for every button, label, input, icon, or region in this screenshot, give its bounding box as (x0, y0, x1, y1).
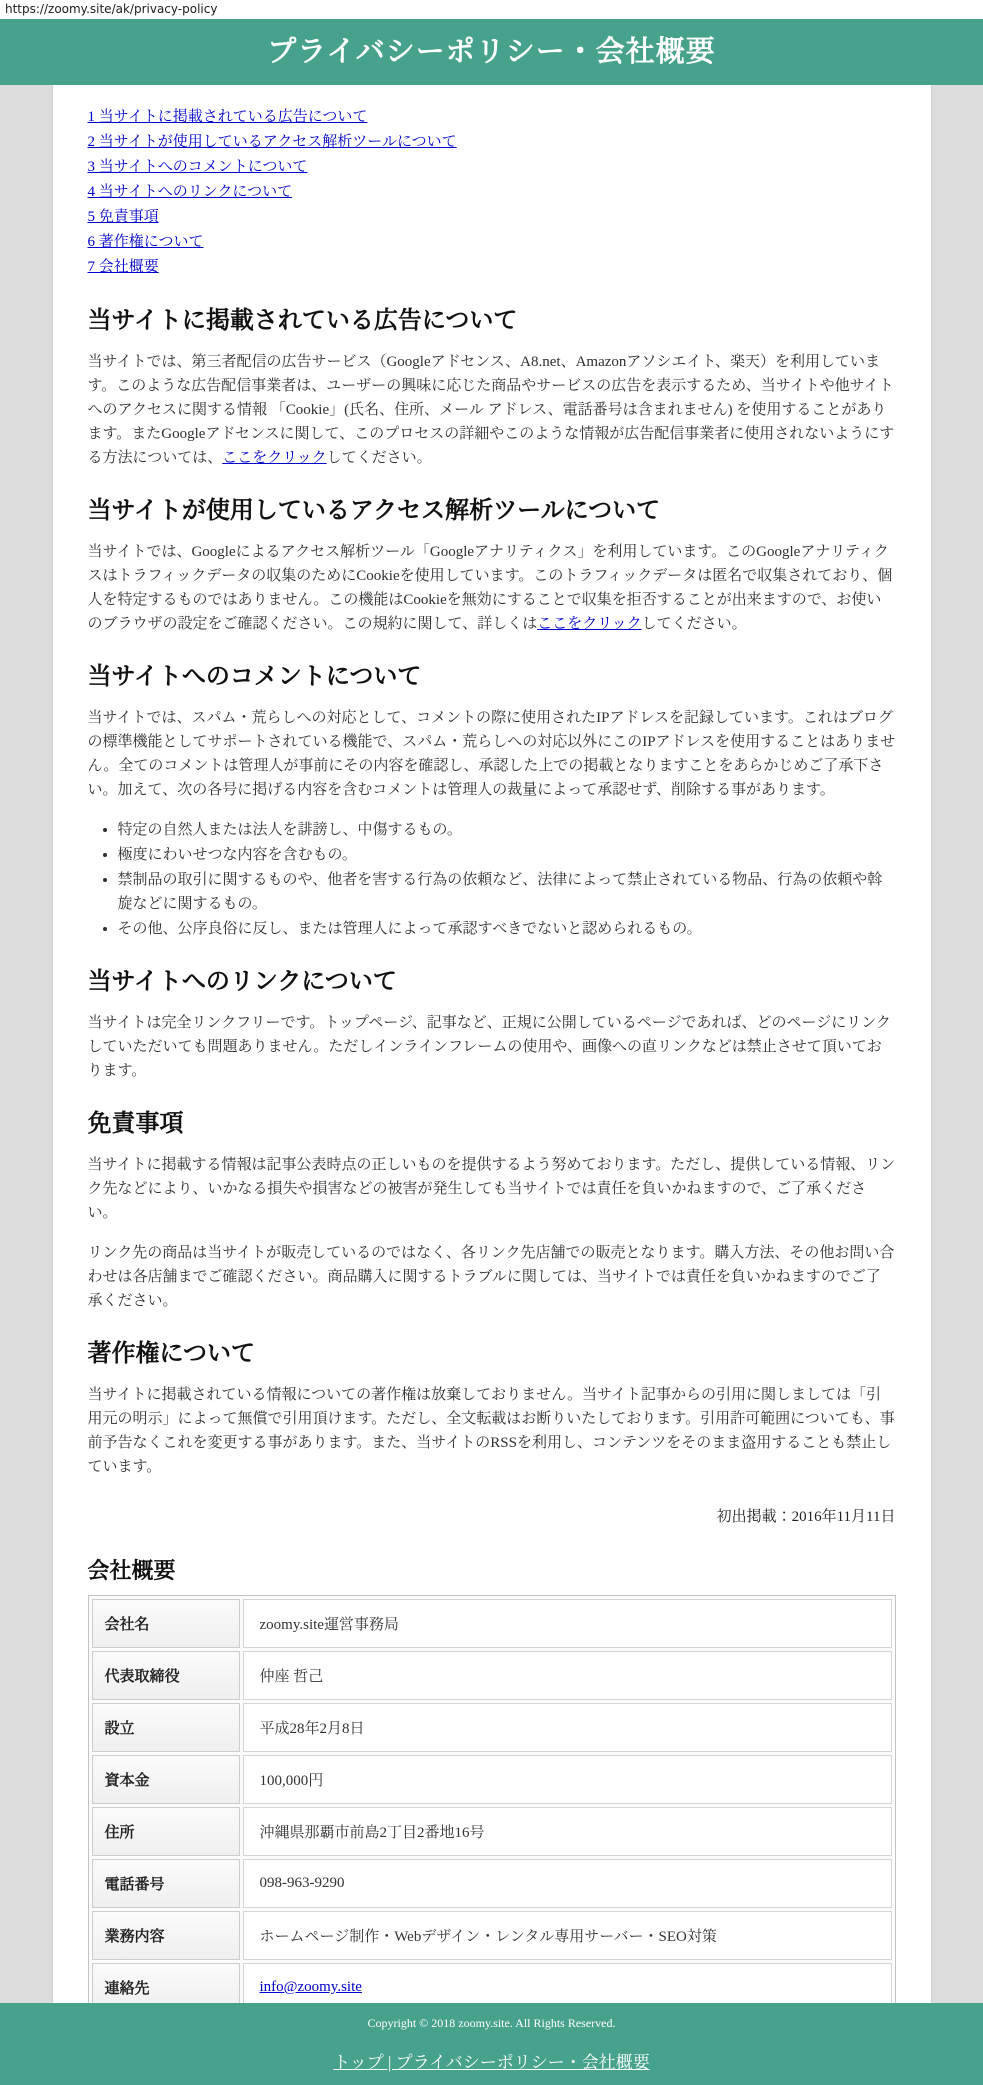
toc-item (88, 105, 896, 130)
company-field-label: 資本金 (92, 1755, 240, 1804)
section-heading: 著作権について (87, 1340, 256, 1367)
section-paragraph: 当サイトに掲載されている情報についての著作権は放棄しておりません。当サイト記事からの引用に関しましては「引用元の明示」によって無償で引用頂けます。ただし、全文転載はお断りいたしております。引用許可範囲についても、事前予告なくこれを変更する事があります。また、当サイトのRSSを利用し、コンテンツをそのまま盗用することも禁止しています。 (87, 1387, 895, 1475)
company-field-value: 平成28年2月8日 (243, 1703, 892, 1752)
section-paragraph: 当サイトでは、Googleによるアクセス解析ツール「Googleアナリティクス」を利用しています。このGoogleアナリティクスはトラフィックデータの収集のためにCookieを使用しています。このトラフィックデータは匿名で収集されており、個人を特定するものではありません。この機能はCookieを無効にすることで収集を拒否することが出来ますので、お使いのブラウザの設定をご確認ください。この規約に関して、詳しくはここをクリックしてください。 (87, 544, 893, 632)
company-field-value: 098-963-9290 (243, 1859, 892, 1908)
toc-item (88, 205, 896, 230)
section-heading: 当サイトに掲載されている広告について (87, 307, 518, 334)
company-field-label: 連絡先 (92, 1963, 240, 2003)
company-overview-heading: 会社概要 (87, 1558, 176, 1583)
company-field-value: ホームページ制作・Webデザイン・レンタル専用サーバー・SEO対策 (243, 1911, 892, 1960)
company-field-label: 電話番号 (92, 1859, 240, 1908)
company-table-row (92, 1599, 892, 1648)
page-title: プライバシーポリシー・会社概要 (267, 35, 716, 68)
company-contact-link[interactable]: info@zoomy.site (259, 1979, 362, 1995)
section-paragraph: 当サイトに掲載する情報は記事公表時点の正しいものを提供するよう努めております。ただし、提供している情報、リンク先などにより、いかなる損失や損害などの被害が発生しても当サイトでは責任を負いかねますので、ご了承ください。 (87, 1157, 896, 1221)
company-field-label: 会社名 (92, 1599, 240, 1648)
section-heading: 当サイトへのリンクについて (87, 968, 397, 995)
company-field-label: 設立 (92, 1703, 240, 1752)
site-header (0, 19, 983, 85)
first-published-note: 初出掲載：2016年11月11日 (716, 1509, 896, 1525)
inline-link[interactable]: ここをクリック (222, 450, 327, 466)
policy-section (88, 967, 896, 1083)
toc-link[interactable]: 2 当サイトが使用しているアクセス解析ツールについて (87, 134, 457, 150)
company-table-row (92, 1651, 892, 1700)
footer-nav-link[interactable]: トップ | プライバシーポリシー・会社概要 (333, 2053, 650, 2072)
rule-item: • 極度にわいせつな内容を含むもの。 (118, 843, 896, 867)
company-table-row (92, 1911, 892, 1960)
toc-item (88, 130, 896, 155)
toc-link[interactable]: 7 会社概要 (87, 259, 159, 275)
policy-sections (88, 306, 896, 1529)
company-table-row (92, 1755, 892, 1804)
company-info-table (88, 1595, 896, 2003)
rule-item: • その他、公序良俗に反し、または管理人によって承認すべきでないと認められるもの。 (118, 917, 896, 941)
company-field-value: zoomy.site運営事務局 (243, 1599, 892, 1648)
company-field-label: 住所 (92, 1807, 240, 1856)
section-paragraph: リンク先の商品は当サイトが販売しているのではなく、各リンク先店舗での販売となります。購入方法、その他お問い合わせは各店舗までご確認ください。商品購入に関するトラブルに関しては、当サイトでは責任を負いかねますのでご了承ください。 (87, 1245, 895, 1309)
section-heading: 免責事項 (87, 1110, 184, 1137)
section-paragraph: 当サイトは完全リンクフリーです。トップページ、記事など、正規に公開しているページであれば、どのページにリンクしていただいても問題ありません。ただしインラインフレームの使用や、画像への直リンクなどは禁止させて頂いております。 (87, 1015, 891, 1079)
comment-rules-list (88, 818, 896, 941)
browser-url-bar[interactable] (0, 0, 983, 19)
company-field-value: 100,000円 (243, 1755, 892, 1804)
browser-url-text[interactable]: https://zoomy.site/ak/privacy-policy (5, 2, 218, 16)
toc-link[interactable]: 6 著作権について (87, 234, 204, 250)
footer-nav (0, 2048, 983, 2073)
company-table-row (92, 1963, 892, 2003)
inline-link[interactable]: ここをクリック (537, 616, 642, 632)
toc-item (88, 155, 896, 180)
toc-link[interactable]: 1 当サイトに掲載されている広告について (87, 109, 368, 125)
company-field-value: 沖縄県那覇市前島2丁目2番地16号 (243, 1807, 892, 1856)
company-field-label: 代表取締役 (92, 1651, 240, 1700)
toc-item (88, 230, 896, 255)
site-footer (0, 2003, 983, 2085)
company-field-value: 仲座 哲己 (243, 1651, 892, 1700)
policy-section (88, 1339, 896, 1529)
company-field-value (243, 1963, 892, 2003)
company-table-row (92, 1859, 892, 1908)
section-paragraph: 当サイトでは、スパム・荒らしへの対応として、コメントの際に使用されたIPアドレスを記録しています。これはブログの標準機能としてサポートされている機能で、スパム・荒らしへの対応以外にこのIPアドレスを使用することはありません。全てのコメントは管理人が事前にその内容を確認し、承認した上での掲載となりますことをあらかじめご了承下さい。加えて、次の各号に掲げる内容を含むコメントは管理人の裁量によって承認せず、削除する事があります。 (87, 710, 896, 798)
table-of-contents (88, 105, 896, 280)
rule-item: • 特定の自然人または法人を誹謗し、中傷するもの。 (118, 818, 896, 842)
policy-section (88, 662, 896, 941)
company-table-row (92, 1807, 892, 1856)
toc-item (88, 180, 896, 205)
section-paragraph: 当サイトでは、第三者配信の広告サービス（Googleアドセンス、A8.net、Amazonアソシエイト、楽天）を利用しています。このような広告配信事業者は、ユーザーの興味に応じた商品やサービスの広告を表示するため、当サイトや他サイトへのアクセスに関する情報 「Cookie」(氏名、住所、メール アドレス、電話番号は含まれません) を使用することがあります。またGoogleアドセンスに関して、このプロセスの詳細やこのような情報が広告配信事業者に使用されないようにする方法については、ここをクリックしてください。 (87, 354, 895, 466)
section-heading: 当サイトが使用しているアクセス解析ツールについて (87, 497, 661, 524)
toc-link[interactable]: 4 当サイトへのリンクについて (87, 184, 293, 200)
page-background (0, 85, 983, 2003)
company-field-label: 業務内容 (92, 1911, 240, 1960)
rule-item: • 禁制品の取引に関するものや、他者を害する行為の依頼など、法律によって禁止されている物品、行為の依頼や斡旋などに関するもの。 (118, 868, 896, 916)
company-table-row (92, 1703, 892, 1752)
policy-section (88, 496, 896, 636)
policy-section (88, 1109, 896, 1313)
toc-link[interactable]: 3 当サイトへのコメントについて (87, 159, 308, 175)
toc-item (88, 255, 896, 280)
content-card (52, 85, 932, 2003)
copyright-text: Copyright © 2018 zoomy.site. All Rights Reserved. (367, 2016, 616, 2030)
section-heading: 当サイトへのコメントについて (87, 663, 422, 690)
policy-section (88, 306, 896, 470)
toc-link[interactable]: 5 免責事項 (87, 209, 159, 225)
